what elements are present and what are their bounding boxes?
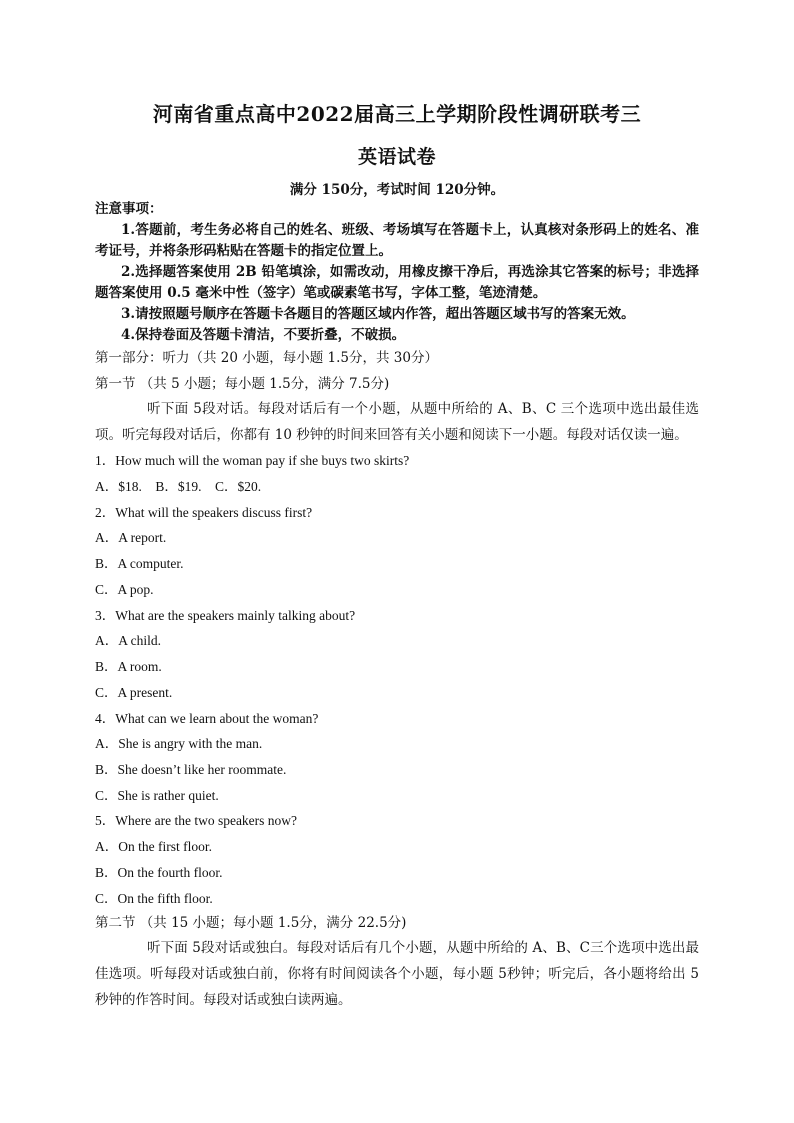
exam-subject: 英语试卷 (357, 146, 436, 168)
question-stem: 3．What are the speakers mainly talking about? (95, 608, 356, 623)
note-item-4: 4.保持卷面及答题卡清洁，不要折叠，不破损。 (121, 327, 406, 343)
note-item-3: 3.请按照题号顺序在答题卡各题目的答题区域内作答，超出答题区域书写的答案无效。 (121, 306, 635, 322)
note-item-2: 2.选择题答案使用 2B 铅笔填涂，如需改动，用橡皮擦干净后，再选涂其它答案的标号；非选择题答案使用 0.5 毫米中性（签字）笔或碳素笔书写，字体工整，笔迹清楚。 (95, 264, 699, 301)
question-stem: 5．Where are the two speakers now? (95, 813, 298, 828)
question-option: A．She is angry with the man. (95, 736, 263, 751)
question-options: A．$18. B．$19. C．$20. (95, 479, 262, 494)
question-option: B．A room. (95, 659, 162, 674)
part1-heading: 第一部分：听力（共 20 小题，每小题 1.5分，共 30分） (95, 350, 438, 366)
notes-heading: 注意事项： (95, 201, 163, 217)
section2-heading: 第二节 （共 15 小题；每小题 1.5分，满分 22.5分) (95, 915, 407, 931)
section2-instructions: 听下面 5段对话或独白。每段对话后有几个小题，从题中所给的 A、B、C三个选项中选出最佳选项。听每段对话或独白前，你将有时间阅读各个小题，每小题 5秒钟；听完后，各小题将给出 5秒钟的作答时间。每段对话或独白读两遍。 (95, 940, 699, 1008)
question-option: A．A child. (95, 633, 161, 648)
section1-heading: 第一节 （共 5 小题；每小题 1.5分，满分 7.5分) (95, 376, 390, 392)
exam-info: 满分 150分，考试时间 120分钟。 (289, 182, 505, 198)
question-option: C．She is rather quiet. (95, 788, 219, 803)
note-item-1: 1.答题前，考生务必将自己的姓名、班级、考场填写在答题卡上，认真核对条形码上的姓名、准考证号，并将条形码粘贴在答题卡的指定位置上。 (95, 222, 699, 259)
question-option: B．A computer. (95, 556, 184, 571)
question-option: A．A report. (95, 530, 167, 545)
exam-title: 河南省重点高中2022届高三上学期阶段性调研联考三 (152, 102, 642, 126)
section1-instructions: 听下面 5段对话。每段对话后有一个小题，从题中所给的 A、B、C 三个选项中选出最佳选项。听完每段对话后，你都有 10 秒钟的时间来回答有关小题和阅读下一小题。每段对话仅读一遍。 (95, 401, 699, 443)
question-stem: 1．How much will the woman pay if she buys two skirts? (95, 453, 410, 468)
question-stem: 4．What can we learn about the woman? (95, 711, 319, 726)
question-option: A．On the first floor. (95, 839, 212, 854)
question-option: C．On the fifth floor. (95, 891, 213, 906)
question-option: C．A pop. (95, 582, 154, 597)
question-stem: 2．What will the speakers discuss first? (95, 505, 313, 520)
question-option: B．She doesn’t like her roommate. (95, 762, 287, 777)
question-option: C．A present. (95, 685, 173, 700)
question-option: B．On the fourth floor. (95, 865, 223, 880)
